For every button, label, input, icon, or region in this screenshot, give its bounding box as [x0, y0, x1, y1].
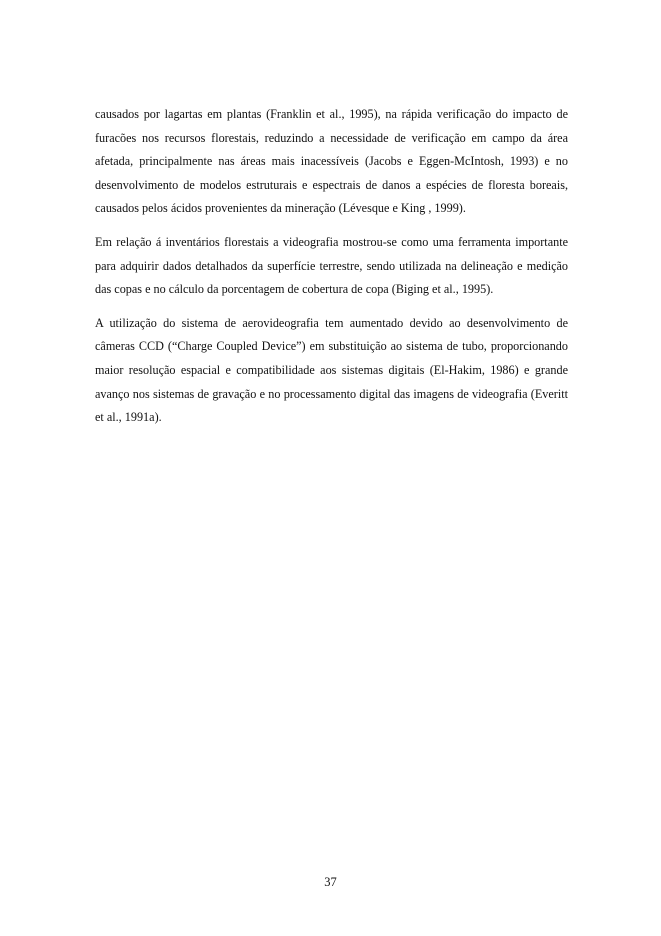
paragraph: causados por lagartas em plantas (Franklin et al., 1995), na rápida verificação do impacto de furacões nos recursos florestais, reduzindo a necessidade de verificação em campo da área afetada, principalmente nas áreas mais inacessíveis (Jacobs e Eggen-McIntosh, 1993) e no desenvolvimento de modelos estruturais e espectrais de danos a espécies de floresta boreais, causados pelos ácidos provenientes da mineração (Lévesque e King , 1999). [95, 107, 568, 216]
paragraph: A utilização do sistema de aerovideografia tem aumentado devido ao desenvolvimento de câmeras CCD (“Charge Coupled Device”) em substituição ao sistema de tubo, proporcionando maior resolução espacial e compatibilidade aos sistemas digitais (El-Hakim, 1986) e grande avanço nos sistemas de gravação e no processamento digital das imagens de videografia (Everitt et al., 1991a). [95, 315, 568, 425]
body-text [95, 103, 568, 440]
page-number: 37 [324, 875, 337, 889]
paragraph: Em relação á inventários florestais a videografia mostrou-se como uma ferramenta importante para adquirir dados detalhados da superfície terrestre, sendo utilizada na delineação e medição das copas e no cálculo da porcentagem de cobertura de copa (Biging et al., 1995). [95, 234, 568, 297]
